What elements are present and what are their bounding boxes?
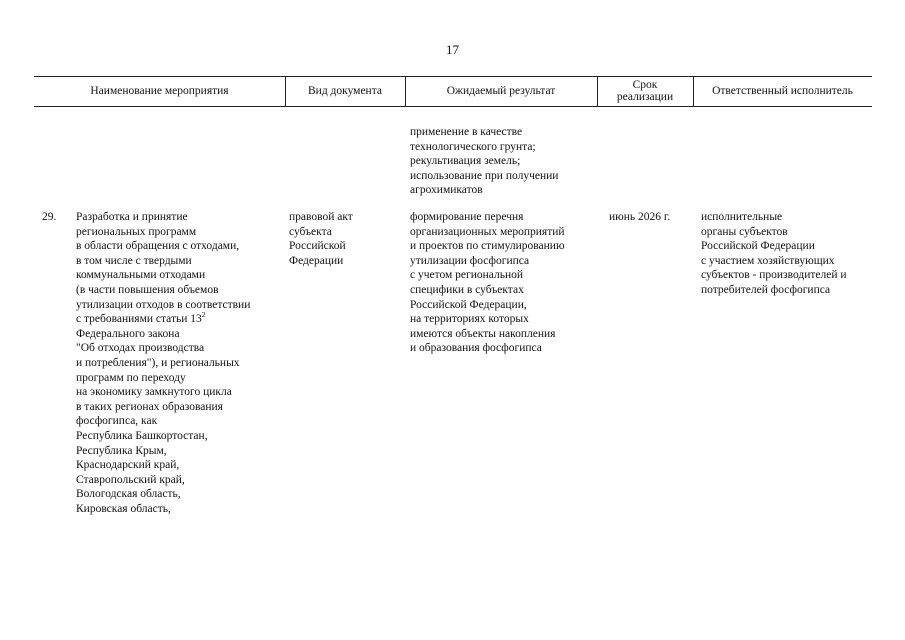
text-line: Кировская область, [76, 502, 171, 515]
text-line: Ставропольский край, [76, 473, 185, 486]
text-line: субъекта [289, 225, 332, 238]
text-line: и образования фосфогипса [410, 342, 542, 355]
text-line: формирование перечня [410, 211, 524, 223]
header-col-document: Вид документа [308, 85, 382, 97]
text-fragment: с требованиями статьи 13 [76, 313, 202, 326]
text-line: организационных мероприятий [410, 225, 565, 238]
text-line: имеются объекты накопления [410, 327, 556, 340]
text-line: Российской Федерации, [410, 298, 527, 311]
text-line: использование при получении [410, 169, 559, 182]
text-line: специфики в субъектах [410, 283, 524, 296]
text-line: технологического грунта; [410, 140, 536, 153]
text-line: Республика Крым, [76, 444, 167, 457]
text-line-with-superscript [76, 312, 250, 327]
header-col-term-line: реализации [616, 91, 674, 103]
text-line: и потребления"), и региональных [76, 356, 240, 369]
row-name-cell [76, 210, 250, 516]
text-line: Федерации [289, 254, 344, 267]
text-line: Российской [289, 240, 346, 253]
text-line: агрохимикатов [410, 184, 483, 197]
text-line: Российской Федерации [701, 240, 815, 253]
page-number: 17 [446, 42, 459, 57]
text-line: рекультивация земель; [410, 155, 521, 168]
text-line: "Об отходах производства [76, 342, 205, 355]
text-line: исполнительные [701, 211, 783, 223]
row-responsible-cell [701, 210, 847, 298]
text-line: в таких регионах образования [76, 400, 223, 413]
text-line: и проектов по стимулированию [410, 240, 565, 253]
header-col-term [597, 76, 693, 106]
header-col-result: Ожидаемый результат [446, 85, 556, 97]
continued-result-cell [410, 125, 558, 198]
header-col-responsible: Ответственный исполнитель [712, 85, 853, 97]
text-line: на территориях которых [410, 313, 529, 326]
text-line: Республика Башкортостан, [76, 429, 208, 442]
text-line: программ по переходу [76, 371, 186, 384]
superscript: 2 [201, 310, 206, 320]
text-line: субъектов - производителей и [701, 269, 847, 282]
text-line: с учетом региональной [410, 269, 524, 282]
row-document-cell [289, 210, 353, 268]
text-line: Краснодарский край, [76, 459, 180, 472]
text-line: применение в качестве [410, 126, 523, 138]
text-line: фосфогипса, как [76, 415, 158, 428]
header-col-name: Наименование мероприятия [90, 85, 229, 97]
row-result-cell [410, 210, 565, 356]
text-line: Вологодская область, [76, 488, 181, 501]
text-line: на экономику замкнутого цикла [76, 386, 232, 399]
text-line: правовой акт [289, 211, 353, 223]
text-line: в том числе с твердыми [76, 254, 192, 267]
text-line: утилизации фосфогипса [410, 254, 530, 267]
row-term-cell: июнь 2026 г. [609, 211, 671, 223]
text-line: Федерального закона [76, 327, 180, 340]
text-line: потребителей фосфогипса [701, 283, 831, 296]
text-line: с участием хозяйствующих [701, 254, 835, 267]
row-number: 29. [42, 211, 57, 223]
table-header-bottom-rule [34, 106, 872, 107]
text-line: (в части повышения объемов [76, 283, 219, 296]
text-line: Разработка и принятие [76, 211, 188, 223]
text-line: коммунальными отходами [76, 269, 206, 282]
text-line: органы субъектов [701, 225, 788, 238]
text-line: региональных программ [76, 225, 197, 238]
text-line: в области обращения с отходами, [76, 240, 240, 253]
header-col-term-line: Срок [632, 79, 658, 91]
text-line: утилизации отходов в соответствии [76, 298, 251, 311]
